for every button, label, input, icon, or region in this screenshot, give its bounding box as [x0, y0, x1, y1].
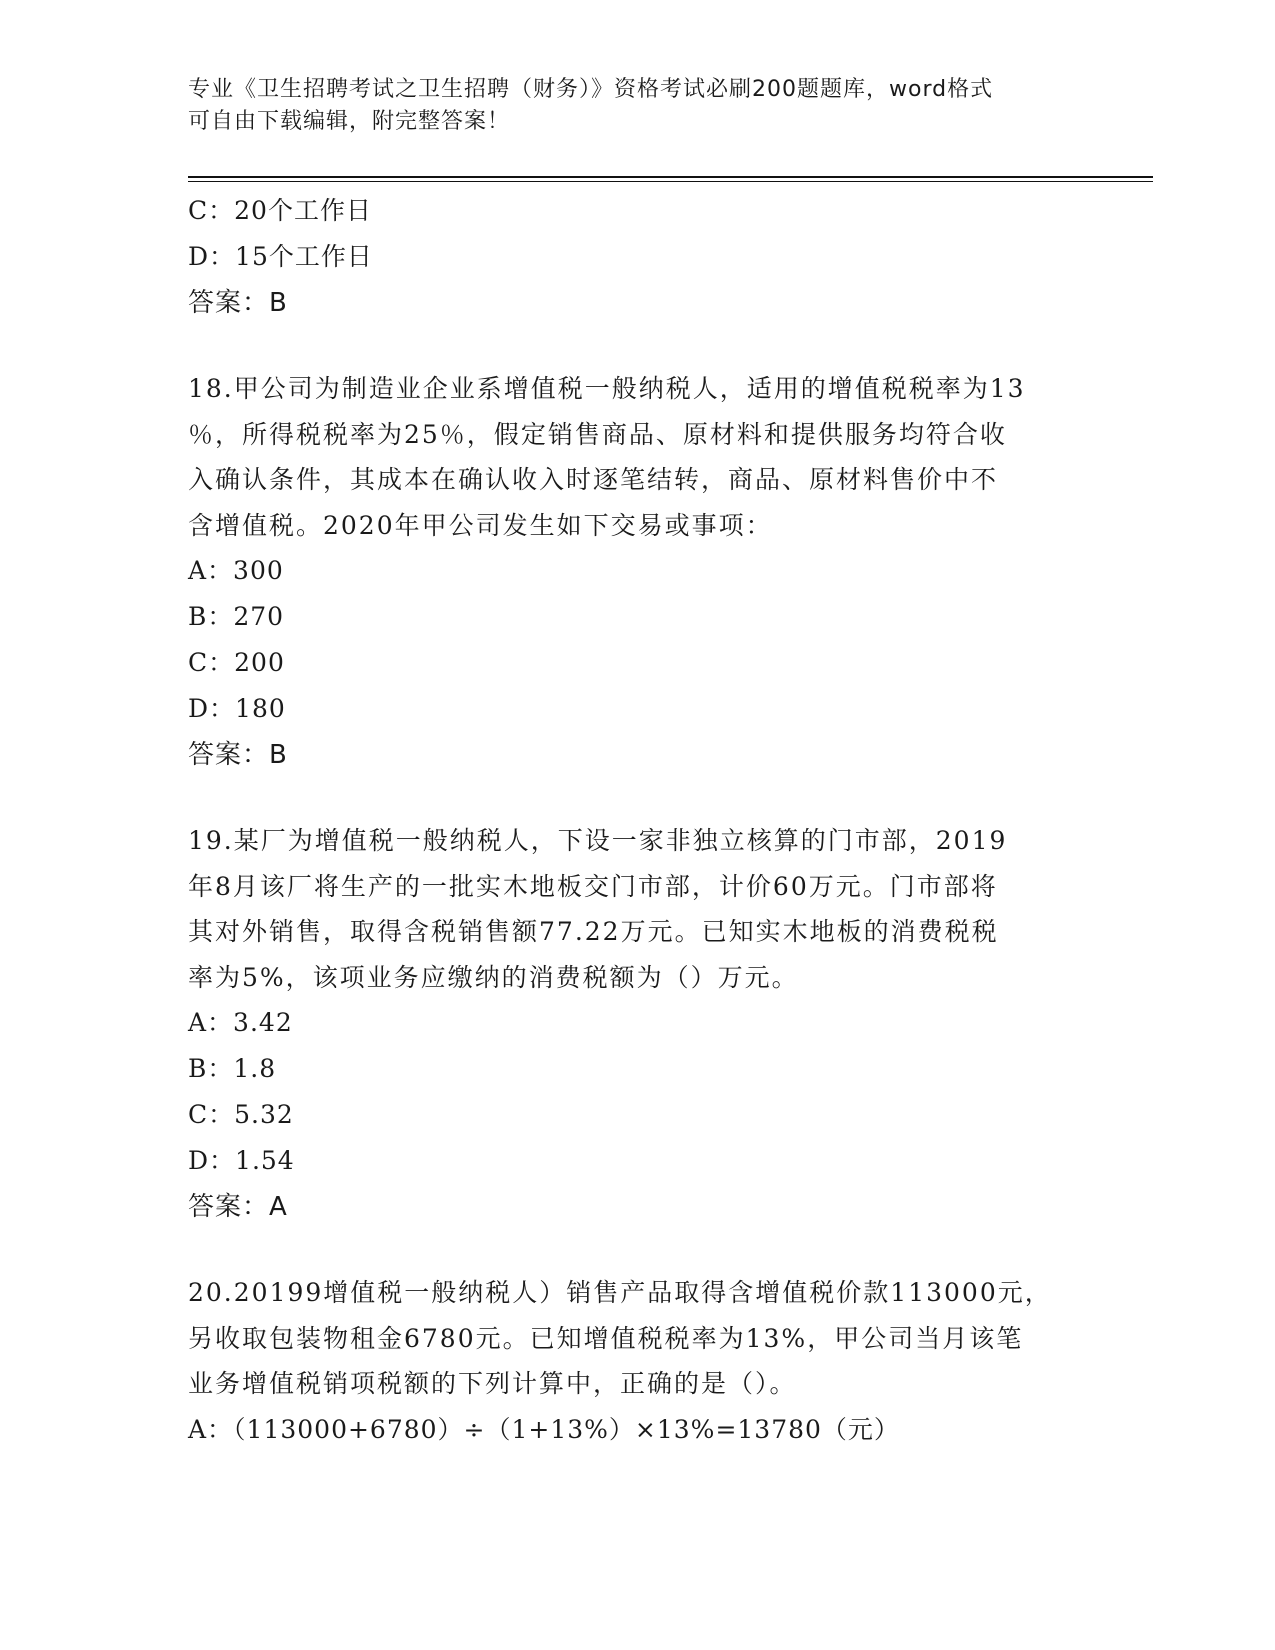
- question-17-tail: [188, 188, 1088, 326]
- option-c: C：200: [188, 648, 285, 677]
- question-line: 年8月该厂将生产的一批实木地板交门市部，计价60万元。门市部将: [188, 871, 998, 901]
- answer: 答案：A: [188, 1192, 288, 1222]
- question-line: 入确认条件，其成本在确认收入时逐笔结转，商品、原材料售价中不: [188, 465, 999, 494]
- option-a: A：3.42: [188, 1008, 293, 1037]
- question-19: [188, 818, 1088, 1230]
- option-d: D：1.54: [188, 1146, 295, 1175]
- question-text: [188, 366, 1068, 548]
- option-b: B：1.8: [188, 1054, 277, 1083]
- option-c: C：20个工作日: [188, 196, 372, 225]
- option-d: D：15个工作日: [188, 242, 373, 271]
- question-line: 含增值税。2020年甲公司发生如下交易或事项：: [188, 510, 773, 540]
- question-text: [188, 1270, 1068, 1407]
- question-text: [188, 818, 1068, 1000]
- option-d: D：180: [188, 694, 286, 723]
- header-rule-thick: [188, 176, 1153, 178]
- question-line: 18.甲公司为制造业企业系增值税一般纳税人，适用的增值税税率为13: [188, 374, 1026, 403]
- header-line-2: 可自由下载编辑，附完整答案！: [188, 109, 511, 134]
- answer: 答案：B: [188, 740, 288, 770]
- question-line: 率为5%，该项业务应缴纳的消费税额为（）万元。: [188, 962, 799, 992]
- question-line: 其对外销售，取得含税销售额77.22万元。已知实木地板的消费税税: [188, 917, 999, 946]
- option-a: A：（113000+6780）÷（1+13%）×13%=13780（元）: [188, 1414, 900, 1444]
- document-body: [188, 188, 1088, 1453]
- header-line-1: 专业《卫生招聘考试之卫生招聘（财务）》资格考试必刷200题题库，word格式: [188, 77, 994, 102]
- question-line: 业务增值税销项税额的下列计算中，正确的是（）。: [188, 1369, 797, 1398]
- question-line: ％，所得税税率为25％，假定销售商品、原材料和提供服务均符合收: [188, 419, 1007, 449]
- header-rule-thin: [188, 181, 1153, 182]
- question-line: 19.某厂为增值税一般纳税人，下设一家非独立核算的门市部，2019: [188, 826, 1008, 855]
- option-b: B：270: [188, 602, 285, 631]
- option-c: C：5.32: [188, 1100, 294, 1129]
- option-a: A：300: [188, 556, 284, 585]
- document-header: [188, 74, 1068, 138]
- answer: 答案：B: [188, 288, 288, 318]
- question-20: [188, 1270, 1088, 1453]
- question-line: 另收取包装物租金6780元。已知增值税税率为13%，甲公司当月该笔: [188, 1323, 1024, 1353]
- question-line: 20.20199增值税一般纳税人）销售产品取得含增值税价款113000元，: [188, 1278, 1052, 1307]
- question-18: [188, 366, 1088, 778]
